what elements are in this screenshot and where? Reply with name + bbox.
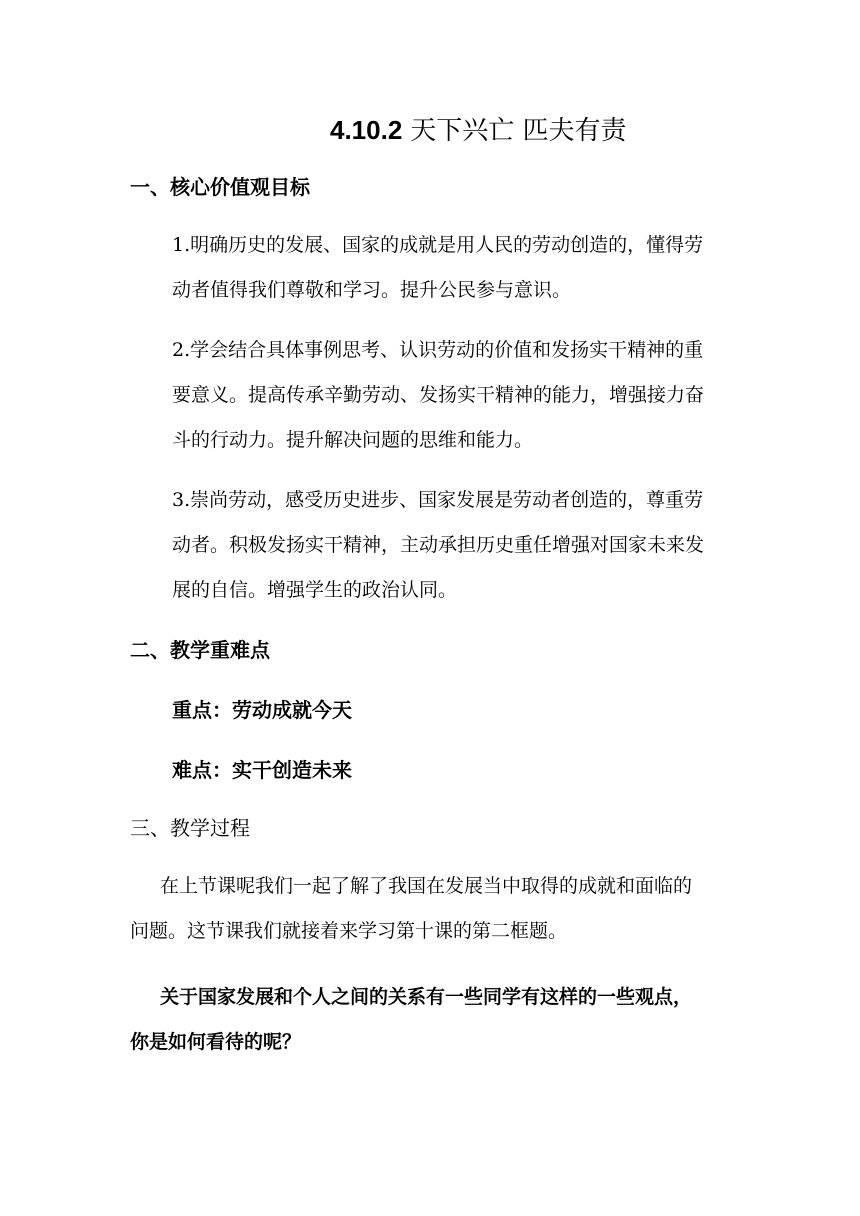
title-number: 4.10.2 <box>330 115 403 145</box>
paragraph-line: 问题。这节课我们就接着来学习第十课的第二框题。 <box>130 920 568 942</box>
paragraph-line: 关于国家发展和个人之间的关系有一些同学有这样的一些观点， <box>160 986 693 1008</box>
goal-item-3-line: 动者。积极发扬实干精神，主动承担历史重任增强对国家未来发 <box>172 534 705 556</box>
goal-item-3 <box>172 478 742 613</box>
goal-item-2 <box>172 328 742 463</box>
goal-item-1-line: 动者值得我们尊敬和学习。提升公民参与意识。 <box>172 279 572 301</box>
document-title <box>330 110 660 151</box>
paragraph-line: 在上节课呢我们一起了解了我国在发展当中取得的成就和面临的 <box>160 875 693 897</box>
section-heading-process: 三、教学过程 <box>130 816 250 840</box>
key-point: 重点：劳动成就今天 <box>172 698 352 722</box>
goal-item-2-line: 2.学会结合具体事例思考、认识劳动的价值和发扬实干精神的重 <box>172 339 704 361</box>
title-text: 天下兴亡 匹夫有责 <box>410 116 627 146</box>
goal-item-3-line: 展的自信。增强学生的政治认同。 <box>172 579 458 601</box>
paragraph-line: 你是如何看待的呢？ <box>130 1031 302 1053</box>
goal-item-2-line: 斗的行动力。提升解决问题的思维和能力。 <box>172 429 534 451</box>
goal-item-3-line: 3.崇尚劳动，感受历史进步、国家发展是劳动者创造的，尊重劳 <box>172 489 704 511</box>
process-paragraph-2 <box>130 975 742 1065</box>
section-heading-key-points: 二、教学重难点 <box>130 638 270 662</box>
goal-item-1-line: 1.明确历史的发展、国家的成就是用人民的劳动创造的，懂得劳 <box>172 234 704 256</box>
goal-item-2-line: 要意义。提高传承辛勤劳动、发扬实干精神的能力，增强接力奋 <box>172 384 705 406</box>
difficult-point: 难点：实干创造未来 <box>172 758 352 782</box>
goal-item-1 <box>172 223 742 313</box>
process-paragraph-1 <box>130 864 742 954</box>
section-heading-values: 一、核心价值观目标 <box>130 175 310 199</box>
